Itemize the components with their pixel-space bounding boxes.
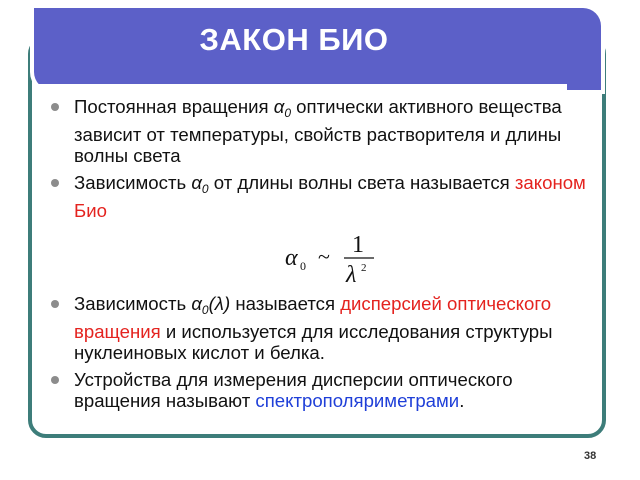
lambda-argument: (λ): [208, 293, 231, 314]
biot-formula: [50, 227, 590, 287]
alpha-symbol: α: [273, 96, 285, 117]
bullet-list: [50, 96, 590, 417]
formula-lhs-subscript: 0: [300, 259, 306, 273]
formula-denominator: λ: [346, 262, 357, 287]
biot-law-highlight: законом Био: [74, 172, 586, 221]
formula-relation: ~: [318, 244, 330, 269]
bullet-text: и используется для исследования структуры нуклеиновых кислот и белка.: [74, 321, 553, 363]
bullet-dot-icon: [51, 376, 59, 384]
alpha-symbol: α: [191, 172, 202, 193]
alpha-subscript: 0: [201, 303, 209, 317]
bullet-item: [50, 369, 590, 411]
bullet-text: от длины волны света называется: [208, 172, 515, 193]
slide-title: ЗАКОН БИО: [199, 22, 389, 57]
alpha-subscript: 0: [201, 182, 209, 196]
formula-lhs: α: [285, 245, 298, 271]
alpha-subscript: 0: [284, 106, 292, 120]
bullet-dot-icon: [51, 179, 59, 187]
alpha-symbol: α: [191, 293, 202, 314]
spectropolarimeters-highlight: спектрополяриметрами: [255, 390, 460, 411]
bullet-text: Зависимость: [74, 172, 192, 193]
bullet-text: Постоянная вращения: [74, 96, 274, 117]
bullet-text: .: [459, 390, 465, 411]
bullet-dot-icon: [51, 300, 59, 308]
bullet-text: Зависимость: [74, 293, 192, 314]
page-number: 38: [584, 450, 597, 462]
formula-graphic: [280, 227, 410, 287]
bullet-text: оптически активного вещества зависит от температуры, свойств растворителя и длины волны света: [74, 96, 562, 166]
title-divider: [34, 84, 567, 90]
bullet-text: Устройства для измерения дисперсии оптического вращения называют: [74, 369, 513, 411]
bullet-item: [50, 172, 590, 221]
bullet-text: называется: [230, 293, 341, 314]
bullet-dot-icon: [51, 103, 59, 111]
dispersion-highlight: дисперсией оптического вращения: [74, 293, 552, 342]
bullet-item: [50, 293, 590, 363]
formula-numerator: 1: [352, 232, 364, 258]
bullet-item: [50, 96, 590, 166]
formula-denominator-exponent: 2: [361, 262, 367, 274]
